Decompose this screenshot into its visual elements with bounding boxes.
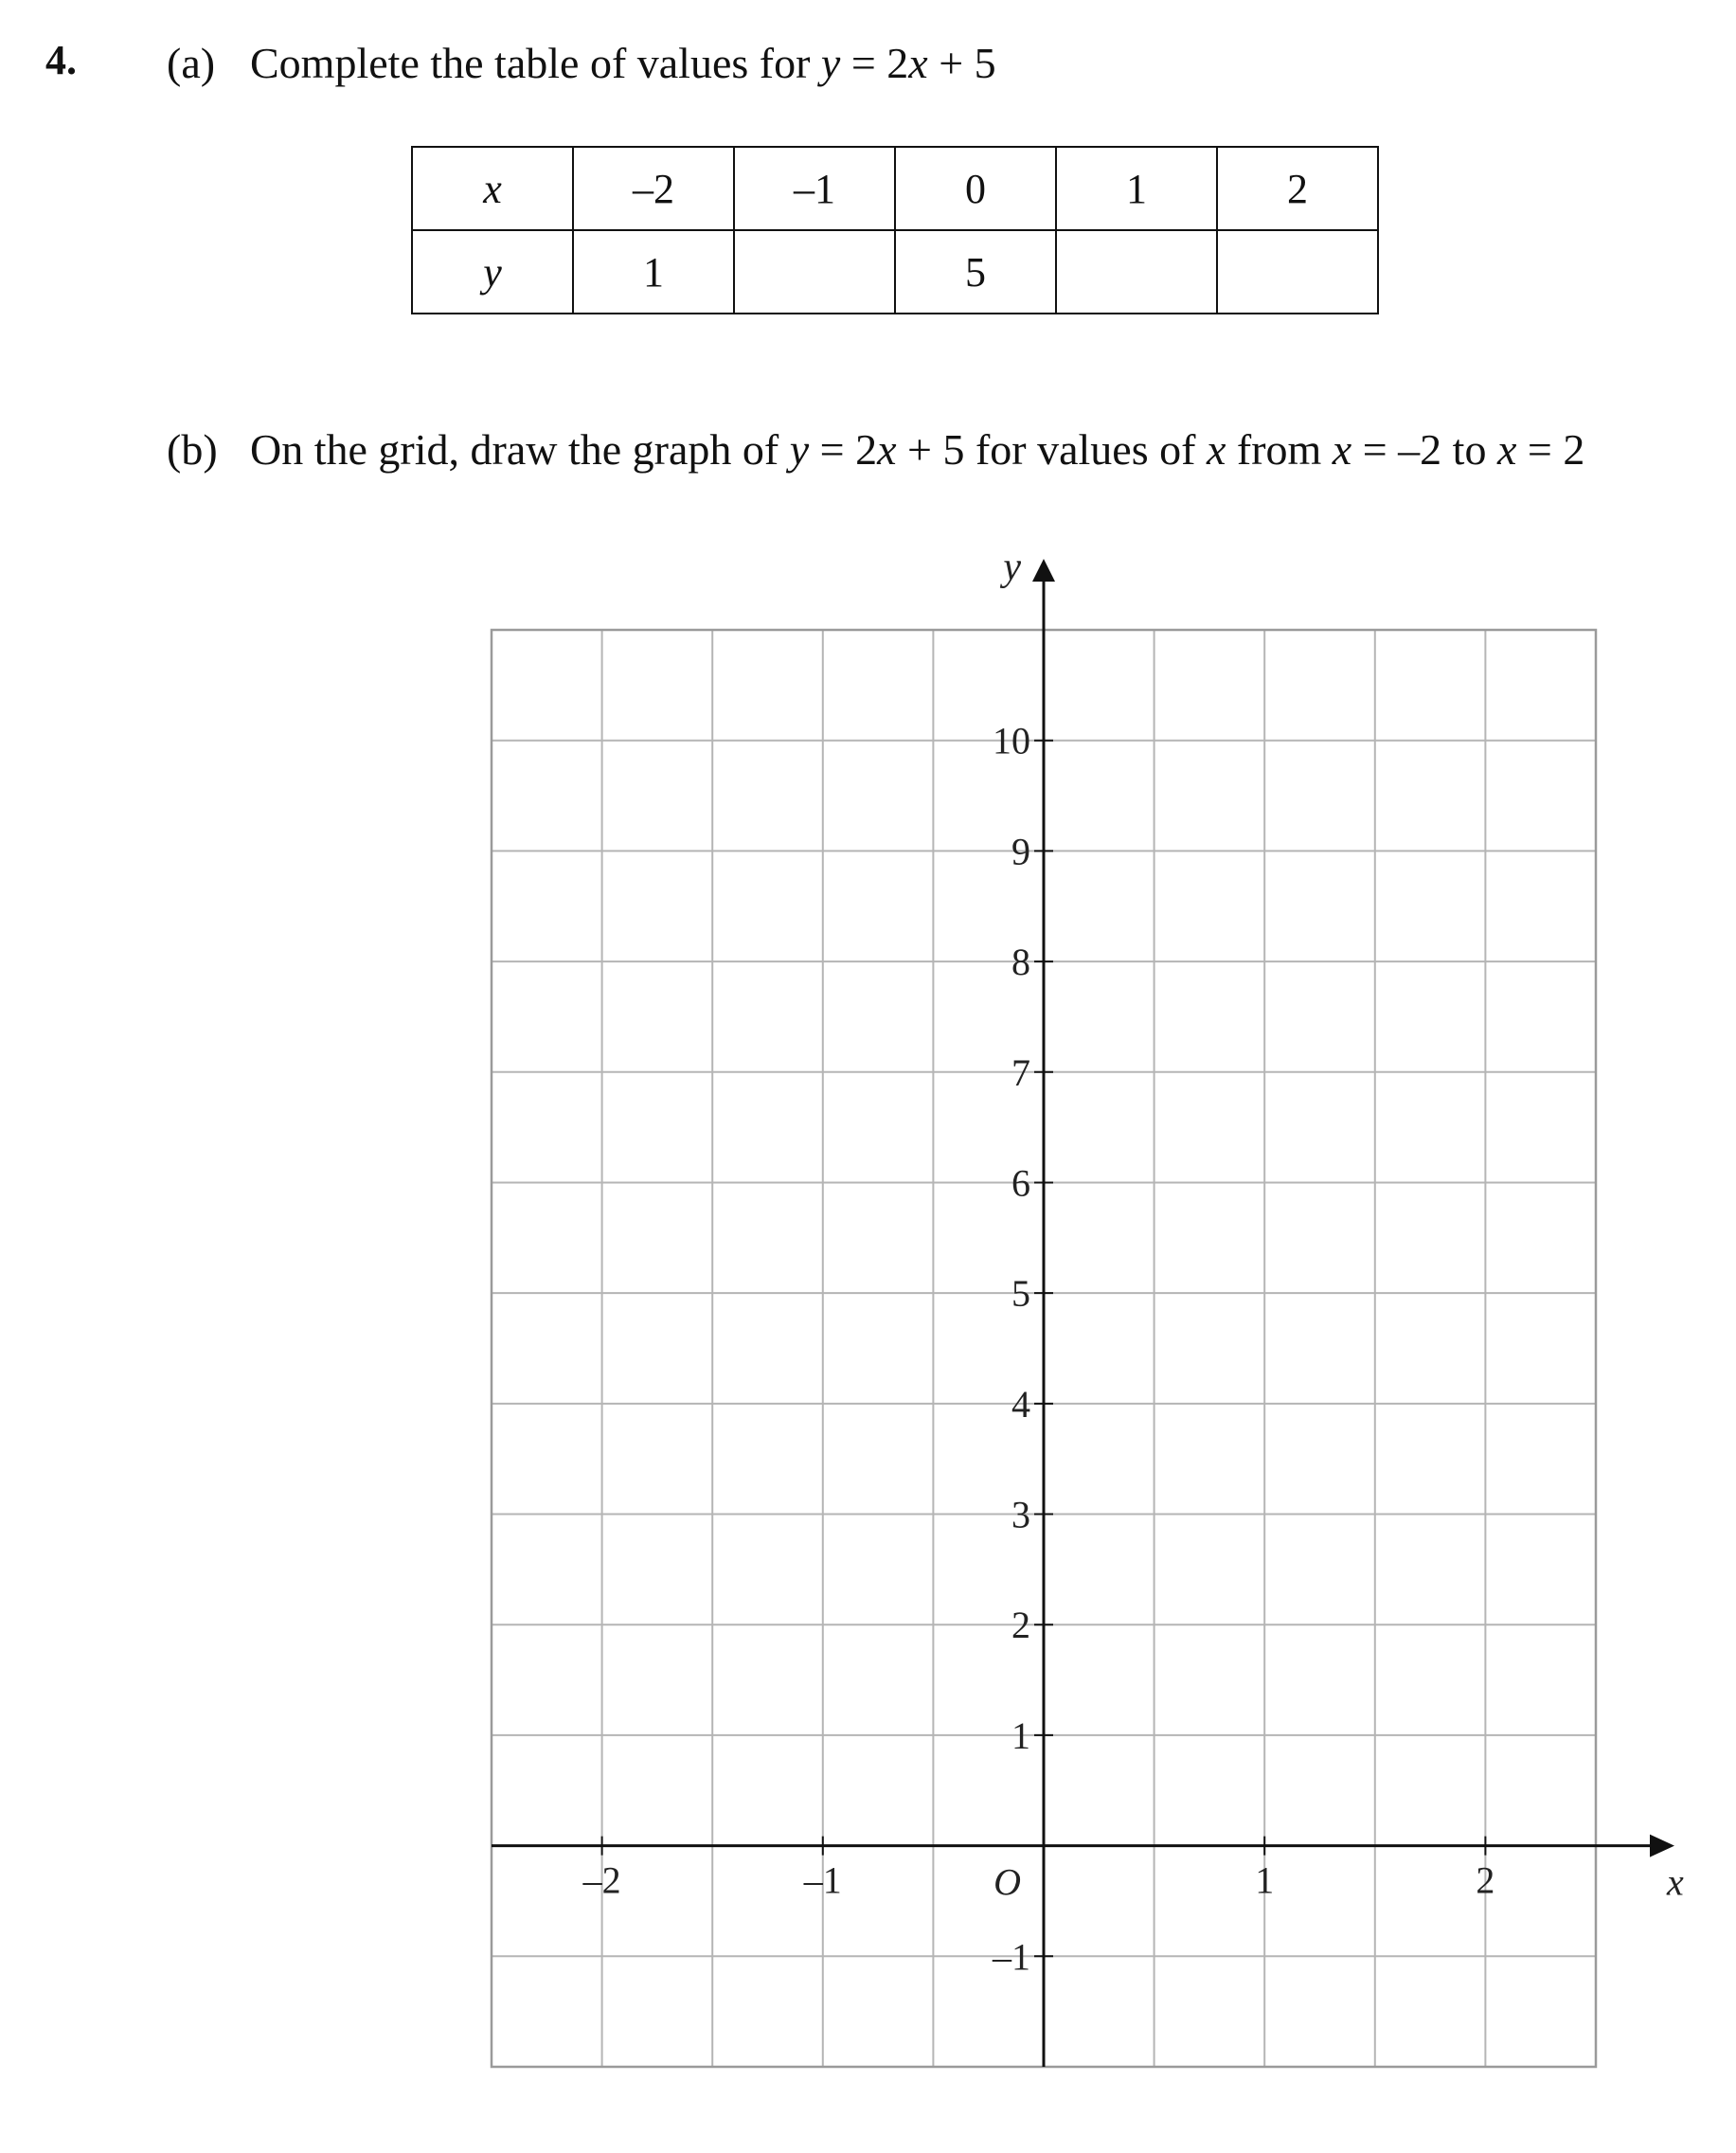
y-tick-label: 4 xyxy=(1011,1382,1030,1426)
table-cell: –1 xyxy=(734,147,895,230)
y-tick-label: –1 xyxy=(993,1935,1030,1979)
x-tick-label: 1 xyxy=(1255,1858,1275,1902)
part-a-eq-y: y xyxy=(820,39,841,87)
x-tick-label: –1 xyxy=(803,1858,842,1902)
y-axis-arrow xyxy=(1032,559,1055,582)
table-header-y: y xyxy=(412,230,573,314)
part-b-var: y xyxy=(789,425,810,474)
table-cell: 5 xyxy=(895,230,1056,314)
part-a-eq-tail: + 5 xyxy=(927,39,996,87)
origin-label: O xyxy=(993,1860,1021,1904)
part-b-text: = 2 xyxy=(1516,425,1585,474)
part-b-var: x xyxy=(1206,425,1226,474)
y-tick-label: 2 xyxy=(1011,1604,1030,1647)
part-a-eq-mid: = 2 xyxy=(840,39,909,87)
part-b-text: = 2 xyxy=(809,425,878,474)
part-a-text: Complete the table of values for xyxy=(250,39,821,87)
question-number: 4. xyxy=(45,37,77,83)
part-b-label: (b) xyxy=(167,425,218,474)
y-tick-label: 9 xyxy=(1011,830,1030,873)
x-axis-arrow xyxy=(1650,1835,1674,1857)
y-tick-label: 7 xyxy=(1011,1050,1030,1094)
part-b-text: + 5 for values of xyxy=(896,425,1207,474)
part-b-var: x xyxy=(1496,425,1517,474)
x-tick-label: 2 xyxy=(1476,1858,1495,1902)
part-b-var: x xyxy=(877,425,897,474)
part-b-text: = –2 to xyxy=(1351,425,1497,474)
x-tick-label: –2 xyxy=(582,1858,621,1902)
table-cell: 0 xyxy=(895,147,1056,230)
y-tick-label: 5 xyxy=(1011,1272,1030,1316)
y-tick-label: 1 xyxy=(1011,1713,1030,1757)
y-tick-label: 8 xyxy=(1011,941,1030,984)
y-tick-label: 3 xyxy=(1011,1493,1030,1536)
table-cell: 1 xyxy=(1056,147,1217,230)
table-cell: 2 xyxy=(1217,147,1378,230)
y-tick-label: 6 xyxy=(1011,1161,1030,1205)
part-b-text: from xyxy=(1226,425,1333,474)
y-axis-label: y xyxy=(1003,546,1021,589)
part-b-text: On the grid, draw the graph of xyxy=(250,425,790,474)
part-a-label: (a) xyxy=(167,39,216,87)
table-header-x: x xyxy=(412,147,573,230)
part-a-eq-x: x xyxy=(908,39,928,87)
table-cell: 1 xyxy=(573,230,734,314)
part-b-var: x xyxy=(1332,425,1352,474)
y-tick-label: 10 xyxy=(993,719,1030,763)
table-cell: –2 xyxy=(573,147,734,230)
x-axis-label: x xyxy=(1667,1860,1684,1904)
